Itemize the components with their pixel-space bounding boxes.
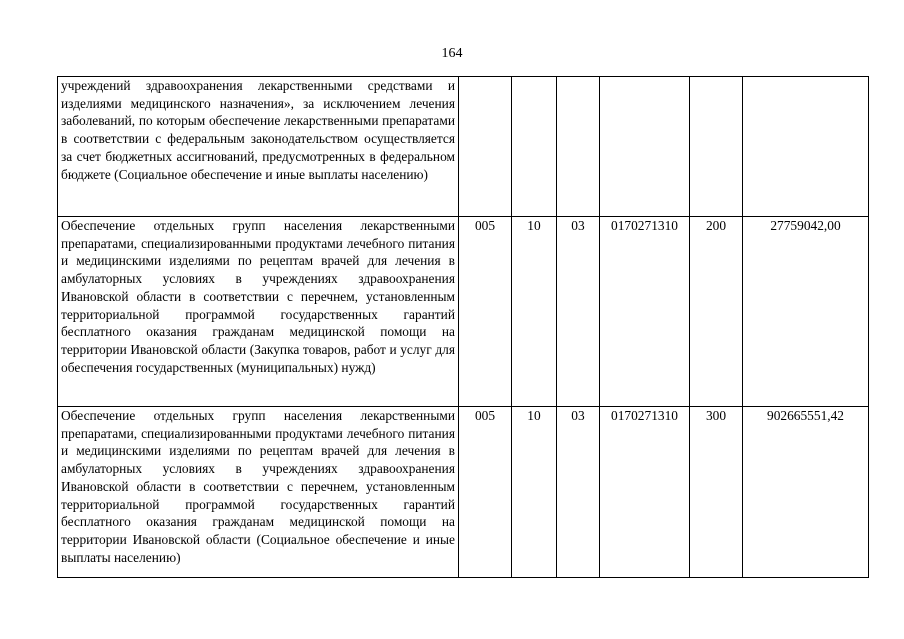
- budget-table: [57, 76, 869, 578]
- table-row: [58, 77, 869, 217]
- amount-cell: [743, 77, 869, 217]
- table-row: [58, 217, 869, 407]
- amount-cell: 27759042,00: [743, 217, 869, 407]
- row-description: учреждений здравоохранения лекарственными средствами и изделиями медицинского назначения», за исключением лечения заболеваний, по которым обеспечение лекарственными препаратами в соответствии с федеральным законодательством осуществляется за счет бюджетных ассигнований, предусмотренных в федеральном бюджете (Социальное обеспечение и иные выплаты населению): [58, 77, 459, 217]
- subsection-code-cell: [557, 77, 600, 217]
- subsection-code-cell: 03: [557, 407, 600, 578]
- amount-cell: 902665551,42: [743, 407, 869, 578]
- section-code-cell: [512, 77, 557, 217]
- table-row: [58, 407, 869, 578]
- row-description: Обеспечение отдельных групп населения лекарственными препаратами, специализированными продуктами лечебного питания и медицинскими изделиями по рецептам врачей для лечения в амбулаторных условиях в учреждениях здравоохранения Ивановской области в соответствии с перечнем, установленным территориальной программой государственных гарантий бесплатного оказания гражданам медицинской помощи на территории Ивановской области (Социальное обеспечение и иные выплаты населению): [58, 407, 459, 578]
- target-article-cell: 0170271310: [600, 217, 690, 407]
- row-description: Обеспечение отдельных групп населения лекарственными препаратами, специализированными продуктами лечебного питания и медицинскими изделиями по рецептам врачей для лечения в амбулаторных условиях в учреждениях здравоохранения Ивановской области в соответствии с перечнем, установленным территориальной программой государственных гарантий бесплатного оказания гражданам медицинской помощи на территории Ивановской области (Закупка товаров, работ и услуг для обеспечения государственных (муниципальных) нужд): [58, 217, 459, 407]
- section-code-cell: 10: [512, 407, 557, 578]
- ministry-code-cell: 005: [459, 217, 512, 407]
- section-code-cell: 10: [512, 217, 557, 407]
- expense-type-cell: 200: [690, 217, 743, 407]
- target-article-cell: 0170271310: [600, 407, 690, 578]
- page-number: 164: [441, 46, 463, 61]
- subsection-code-cell: 03: [557, 217, 600, 407]
- expense-type-cell: [690, 77, 743, 217]
- ministry-code-cell: 005: [459, 407, 512, 578]
- target-article-cell: [600, 77, 690, 217]
- ministry-code-cell: [459, 77, 512, 217]
- expense-type-cell: 300: [690, 407, 743, 578]
